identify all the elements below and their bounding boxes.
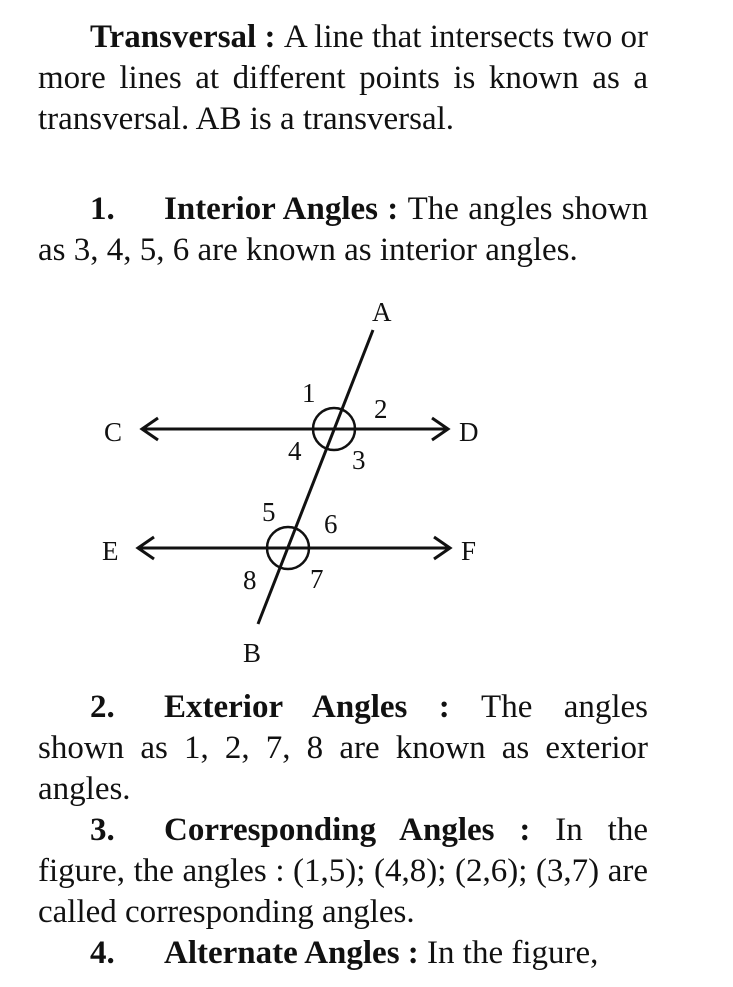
angle-label-5: 5 bbox=[262, 497, 276, 527]
point-label-e: E bbox=[102, 536, 119, 566]
angle-label-7: 7 bbox=[310, 564, 324, 594]
item-alternate-angles bbox=[38, 933, 648, 974]
angle-label-4: 4 bbox=[288, 436, 302, 466]
angle-label-2: 2 bbox=[374, 394, 388, 424]
item-sep: : bbox=[378, 191, 408, 227]
transversal-text: A line that intersects two or more lines at different points is known as a transversal. AB is a transversal. bbox=[38, 19, 648, 137]
point-label-a: A bbox=[372, 297, 392, 327]
point-label-d: D bbox=[459, 417, 479, 447]
item-term: Interior Angles bbox=[164, 191, 379, 227]
item-text: The angles shown as 1, 2, 7, 8 are known as exterior angles. bbox=[38, 689, 648, 807]
item-sep: : bbox=[407, 689, 482, 725]
angle-label-8: 8 bbox=[243, 565, 257, 595]
item-term: Corresponding Angles bbox=[164, 812, 495, 848]
point-label-f: F bbox=[461, 536, 477, 566]
item-number: 2. bbox=[90, 689, 115, 725]
item-term: Exterior Angles bbox=[164, 689, 408, 725]
item-number: 3. bbox=[90, 812, 115, 848]
item-corresponding-angles bbox=[38, 810, 648, 933]
item-text: In the figure, the angles : (1,5); (4,8); (2,6); (3,7) are called corresponding angles. bbox=[38, 812, 648, 930]
angle-label-3: 3 bbox=[352, 445, 366, 475]
transversal-sep: : bbox=[256, 19, 284, 55]
point-label-b: B bbox=[243, 638, 262, 668]
transversal-term: Transversal bbox=[90, 19, 257, 55]
item-exterior-angles bbox=[38, 687, 648, 810]
point-label-c: C bbox=[104, 417, 123, 447]
angle-label-6: 6 bbox=[324, 509, 338, 539]
item-number: 4. bbox=[90, 935, 115, 971]
angle-label-1: 1 bbox=[302, 378, 316, 408]
item-text: In the figure, bbox=[427, 935, 599, 971]
item-number: 1. bbox=[90, 191, 115, 227]
item-sep: : bbox=[399, 935, 428, 971]
item-term: Alternate Angles bbox=[164, 935, 400, 971]
item-text: The angles shown as 3, 4, 5, 6 are known as interior angles. bbox=[38, 191, 648, 268]
item-sep: : bbox=[494, 812, 556, 848]
